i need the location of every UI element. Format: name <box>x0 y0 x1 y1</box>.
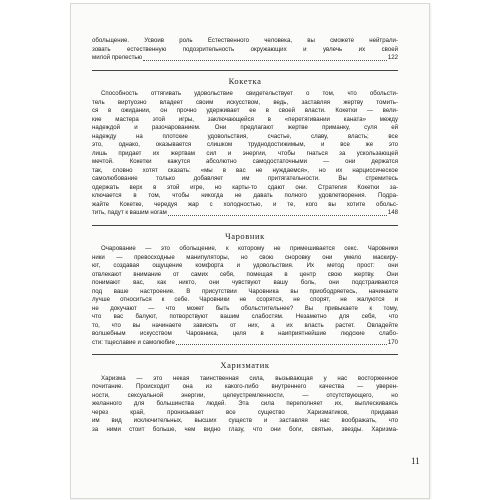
text-line: что вас балуют, потворствуют вашим слабостям. Незаметно для себя, что <box>92 313 398 320</box>
toc-label: сти: тщеславие и самолюбие <box>92 338 175 346</box>
text-line: обольщение. Усвоив роль Естественного человека, вы сможете нейтрали- <box>92 37 398 44</box>
text-line: Очарование — это обольщение, к которому не примешивается секс. Чаровники <box>101 245 398 252</box>
section-heading: Кокетка <box>228 75 262 86</box>
dot-leader <box>143 54 387 61</box>
toc-page-number: 148 <box>387 209 398 216</box>
page-content <box>92 37 398 434</box>
text-line: под ваше настроение. В присутствии Чаровника вы приободряетесь, начинаете <box>92 287 398 295</box>
text-line: лишь придает их жертвам сил и энергии, чтобы гнаться за ускользающей <box>92 149 398 157</box>
section-paragraph <box>92 375 398 435</box>
toc-entry-end <box>92 54 398 63</box>
dot-leader <box>176 339 387 346</box>
book-page <box>70 3 430 499</box>
toc-entry-end <box>92 339 398 348</box>
text-line: так, словно хотят сказать: «мы в вас не нуждаемся», но их нарциссическое <box>92 166 398 174</box>
text-line: тель виртуозно владеет своим искусством, ведь, заставляя жертву томить- <box>92 98 398 106</box>
toc-page-number: 122 <box>387 54 398 61</box>
toc-label: милой прелестью <box>92 54 143 61</box>
toc-label: тить, падут к вашим ногам <box>92 209 167 216</box>
dot-leader <box>168 209 387 216</box>
section-paragraph <box>92 90 398 218</box>
toc-entry-end <box>92 209 398 218</box>
text-line: понимают вас, как никто, они чувствуют вашу боль, они подстраиваются <box>92 279 398 286</box>
text-line: Способность оттягивать удовольствие свидетельствует о том, что обольсти- <box>101 90 398 97</box>
text-line: им вид исключительных, высших существ и заставляя нас воображать, что <box>92 417 398 424</box>
text-line: Харизма — это некая таинственная сила, вызывающая у нас восторженное <box>101 374 398 382</box>
text-line: желанного для большинства людей. Эта сила переполняет их, выплескиваясь <box>92 400 398 407</box>
text-line: зовать естественную подозрительность окружающих и увлечь их своей <box>92 45 398 53</box>
text-line: за ними стоит больше, чем видно глазу, что они боги, святые, звезды. Харизма- <box>92 425 398 433</box>
text-line: одержать верх в этой игре, но карты-то сдают они. Стратегия Кокетки за- <box>92 183 398 191</box>
section-coquette <box>92 70 398 218</box>
text-line: почитание. Происходит она из какого-либо внутреннего качества — уверен- <box>92 383 398 390</box>
page-number: 11 <box>411 456 420 466</box>
text-line: отвлекают внимание от самих себя, помещая в центр свою жертву. Они <box>92 270 398 278</box>
text-line: не докучают — что может быть обольстительнее? Вы привыкаете к тому, <box>92 304 398 312</box>
toc-page-number: 170 <box>387 338 398 346</box>
text-line: ключается в том, чтобы никогда не давать полного удовлетворения. Подра- <box>92 192 398 199</box>
text-line: это, однако, оказывается слишком труднодостижимым, и все же это <box>92 141 398 148</box>
text-line: ности, сексуальной энергии, целеустремленности, — отсутствующего, но <box>92 391 398 399</box>
text-line: ники — превосходные манипуляторы, но свою сноровку они умело маскиру- <box>92 253 398 261</box>
text-line: надеждой и разочарованием. Они предлагают жертве приманку, суля ей <box>92 124 398 131</box>
section-heading: Харизматик <box>220 360 270 370</box>
text-line: ют, создавая ощущение комфорта и удовольствия. Их метод прост: они <box>92 262 398 269</box>
text-line: через край, пронизывает все существо Харизматиков, придавая <box>92 408 398 416</box>
section-heading: Чаровник <box>225 230 265 241</box>
text-line: волшебным искусством Чаровника, целя в наиприятнейшие людские слабо- <box>92 330 398 337</box>
section-charmer <box>92 225 398 348</box>
text-line: самолюбование только добавляет им притягательности. Вы стремитесь <box>92 175 398 182</box>
section-charismatic <box>92 354 398 434</box>
text-line: лучше относиться к себе. Чаровники не ссорятся, не спорят, не жалуются и <box>92 296 398 303</box>
text-line: кие мастера этой игры, заключающейся в «перетягивании каната» между <box>92 115 398 123</box>
section-paragraph <box>92 245 398 347</box>
text-line: ся в ожидании, он прочно удерживает ее в своей власти. Кокетки — вели- <box>92 107 398 114</box>
text-line: мечтой. Кокетки кажутся абсолютно самодостаточными — они держатся <box>92 158 398 165</box>
text-line: надежду на плотские удовольствия, счастье, славу, власть; все <box>92 132 398 140</box>
intro-paragraph <box>92 37 398 63</box>
text-line: то, что вы начинаете зависеть от них, а их власть растет. Овладейте <box>92 321 398 329</box>
text-line: жайте Кокетке, чередуя жар с холодностью, и те, кого вы хотите обольс- <box>92 200 398 208</box>
